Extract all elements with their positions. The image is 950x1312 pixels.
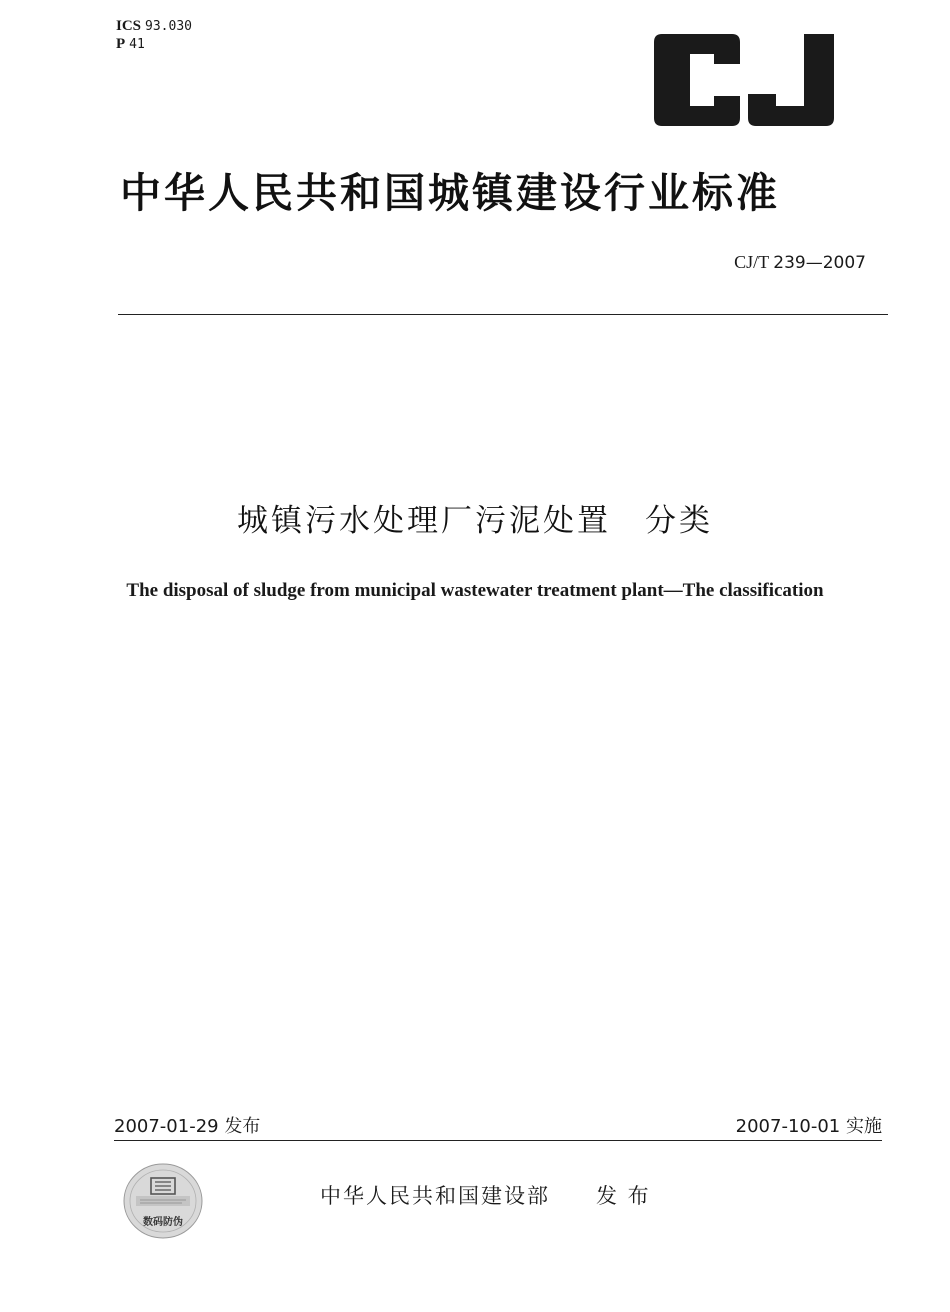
standard-number [734, 252, 866, 273]
cj-logo [652, 34, 836, 126]
publisher: 中华人民共和国建设部 发 布 [320, 1184, 651, 1208]
implementation-date: 2007-10-01 实施 [735, 1116, 882, 1137]
anti-counterfeit-seal [122, 1162, 204, 1240]
ccs-code: 41 [129, 37, 145, 52]
ics-code: 93.030 [145, 19, 192, 34]
ccs-label: P [116, 36, 126, 52]
ics-classification [116, 18, 192, 35]
ccs-classification [116, 36, 145, 53]
top-divider [118, 314, 888, 315]
issue-date: 2007-01-29 发布 [114, 1116, 261, 1137]
standard-prefix: CJ/T [734, 252, 769, 272]
document-title-english: The disposal of sludge from municipal wastewater treatment plant—The classification [126, 580, 824, 601]
industry-standard-title: 中华人民共和国城镇建设行业标准 [120, 169, 780, 217]
standard-code: 239—2007 [773, 253, 866, 273]
seal-label: 数码防伪 [143, 1217, 183, 1228]
bottom-divider [114, 1140, 882, 1141]
document-title-chinese: 城镇污水处理厂污泥处置 分类 [237, 503, 713, 539]
ics-label: ICS [116, 18, 142, 34]
